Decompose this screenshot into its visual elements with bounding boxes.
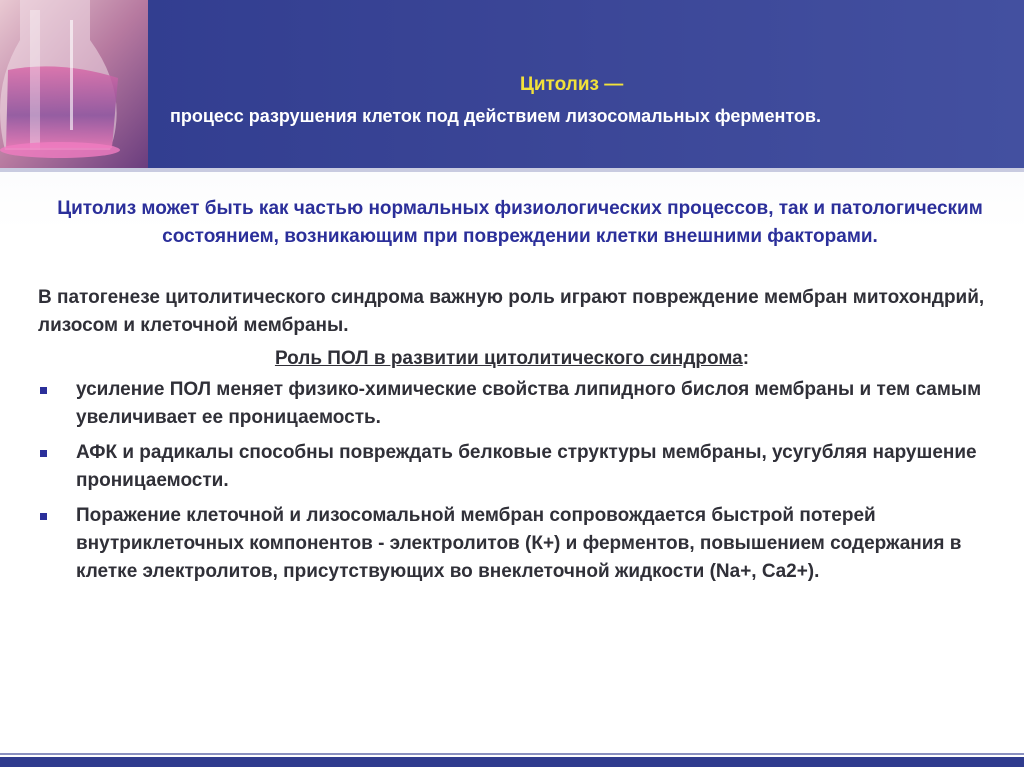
list-item (38, 376, 998, 432)
header-divider (0, 168, 1024, 172)
slide-title: Цитолиз — (520, 74, 624, 95)
footer-divider (0, 753, 1024, 755)
intro-text: Цитолиз может быть как частью нормальных физиологических процессов, так и патологическим состоянием, возникающим при повреждении клетки внешними факторами. (57, 198, 983, 247)
square-bullet-icon (40, 513, 47, 520)
bullet-list (38, 376, 998, 593)
role-heading-colon: : (742, 348, 750, 369)
square-bullet-icon (40, 450, 47, 457)
square-bullet-icon (40, 387, 47, 394)
role-heading-text: Роль ПОЛ в развитии цитолитического синдрома (274, 348, 743, 369)
role-heading (0, 345, 1024, 373)
pathogenesis-paragraph: В патогенезе цитолитического синдрома важную роль играют повреждение мембран митохондрий, лизосом и клеточной мембраны. (38, 287, 985, 336)
list-item (38, 502, 998, 586)
slide-subtitle: процесс разрушения клеток под действием лизосомальных ферментов. (170, 106, 821, 126)
list-item (38, 439, 998, 495)
list-item-text: АФК и радикалы способны повреждать белковые структуры мембраны, усугубляя нарушение проницаемости. (76, 442, 977, 491)
list-item-text: Поражение клеточной и лизосомальной мембран сопровождается быстрой потерей внутриклеточных компонентов - электролитов (К+) и ферментов, повышением содержания в клетке электролитов, присутствующих во внеклеточной жидкости (Na+, Ca2+). (76, 505, 962, 582)
footer-band (0, 757, 1024, 767)
list-item-text: усиление ПОЛ меняет физико-химические свойства липидного бислоя мембраны и тем самым увеличивает ее проницаемость. (76, 379, 982, 428)
